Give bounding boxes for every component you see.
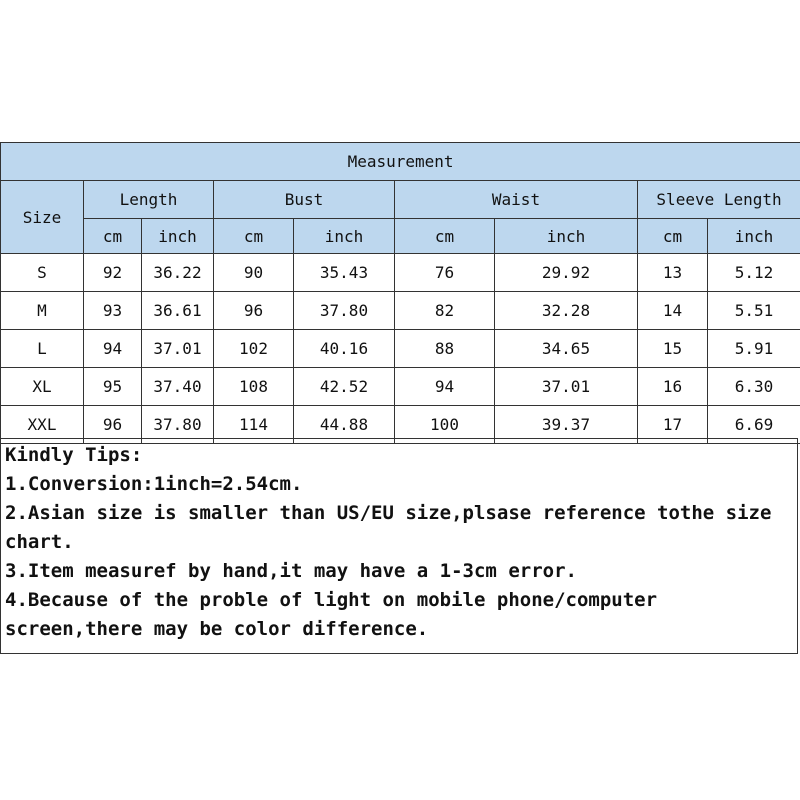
unit-header: inch [294, 219, 395, 254]
size-cell: S [1, 254, 84, 292]
table-cell: 44.88 [294, 406, 395, 444]
tips-heading: Kindly Tips: [5, 444, 143, 466]
table-title: Measurement [1, 143, 800, 181]
table-cell: 6.30 [708, 368, 800, 406]
measurement-table [0, 142, 800, 444]
unit-header: inch [495, 219, 638, 254]
table-cell: 37.01 [495, 368, 638, 406]
size-cell: M [1, 292, 84, 330]
table-cell: 13 [638, 254, 708, 292]
table-cell: 17 [638, 406, 708, 444]
table-cell: 5.12 [708, 254, 800, 292]
unit-header: inch [708, 219, 800, 254]
table-row [1, 292, 800, 330]
size-chart [0, 142, 800, 656]
group-header-bust: Bust [214, 181, 395, 219]
table-cell: 76 [395, 254, 495, 292]
table-cell: 32.28 [495, 292, 638, 330]
table-cell: 95 [84, 368, 142, 406]
table-cell: 90 [214, 254, 294, 292]
table-cell: 42.52 [294, 368, 395, 406]
table-cell: 93 [84, 292, 142, 330]
table-cell: 5.91 [708, 330, 800, 368]
table-cell: 94 [84, 330, 142, 368]
table-cell: 6.69 [708, 406, 800, 444]
table-cell: 82 [395, 292, 495, 330]
size-cell: XXL [1, 406, 84, 444]
table-cell: 34.65 [495, 330, 638, 368]
table-cell: 100 [395, 406, 495, 444]
table-cell: 102 [214, 330, 294, 368]
table-cell: 108 [214, 368, 294, 406]
table-row [1, 254, 800, 292]
tip-line: 3.Item measuref by hand,it may have a 1-3cm error. [5, 560, 577, 582]
table-cell: 15 [638, 330, 708, 368]
table-cell: 96 [214, 292, 294, 330]
table-cell: 5.51 [708, 292, 800, 330]
table-row [1, 368, 800, 406]
unit-header: cm [214, 219, 294, 254]
table-cell: 94 [395, 368, 495, 406]
table-cell: 37.40 [142, 368, 214, 406]
table-cell: 36.22 [142, 254, 214, 292]
size-cell: XL [1, 368, 84, 406]
table-cell: 37.80 [142, 406, 214, 444]
table-cell: 14 [638, 292, 708, 330]
table-cell: 29.92 [495, 254, 638, 292]
table-cell: 88 [395, 330, 495, 368]
tip-line: 4.Because of the proble of light on mobile phone/computer screen,there may be color difference. [5, 589, 669, 640]
table-cell: 114 [214, 406, 294, 444]
table-cell: 39.37 [495, 406, 638, 444]
unit-header: cm [395, 219, 495, 254]
unit-header: cm [638, 219, 708, 254]
kindly-tips-box [0, 438, 798, 654]
table-cell: 40.16 [294, 330, 395, 368]
table-row [1, 330, 800, 368]
table-cell: 92 [84, 254, 142, 292]
group-header-sleeve-length: Sleeve Length [638, 181, 800, 219]
table-cell: 96 [84, 406, 142, 444]
table-cell: 36.61 [142, 292, 214, 330]
table-cell: 37.80 [294, 292, 395, 330]
table-cell: 16 [638, 368, 708, 406]
group-header-waist: Waist [395, 181, 638, 219]
size-column-header: Size [1, 181, 84, 254]
size-cell: L [1, 330, 84, 368]
table-cell: 37.01 [142, 330, 214, 368]
unit-header: cm [84, 219, 142, 254]
tip-line: 2.Asian size is smaller than US/EU size,plsase reference tothe size chart. [5, 502, 783, 553]
tip-line: 1.Conversion:1inch=2.54cm. [5, 473, 303, 495]
table-cell: 35.43 [294, 254, 395, 292]
group-header-length: Length [84, 181, 214, 219]
unit-header: inch [142, 219, 214, 254]
